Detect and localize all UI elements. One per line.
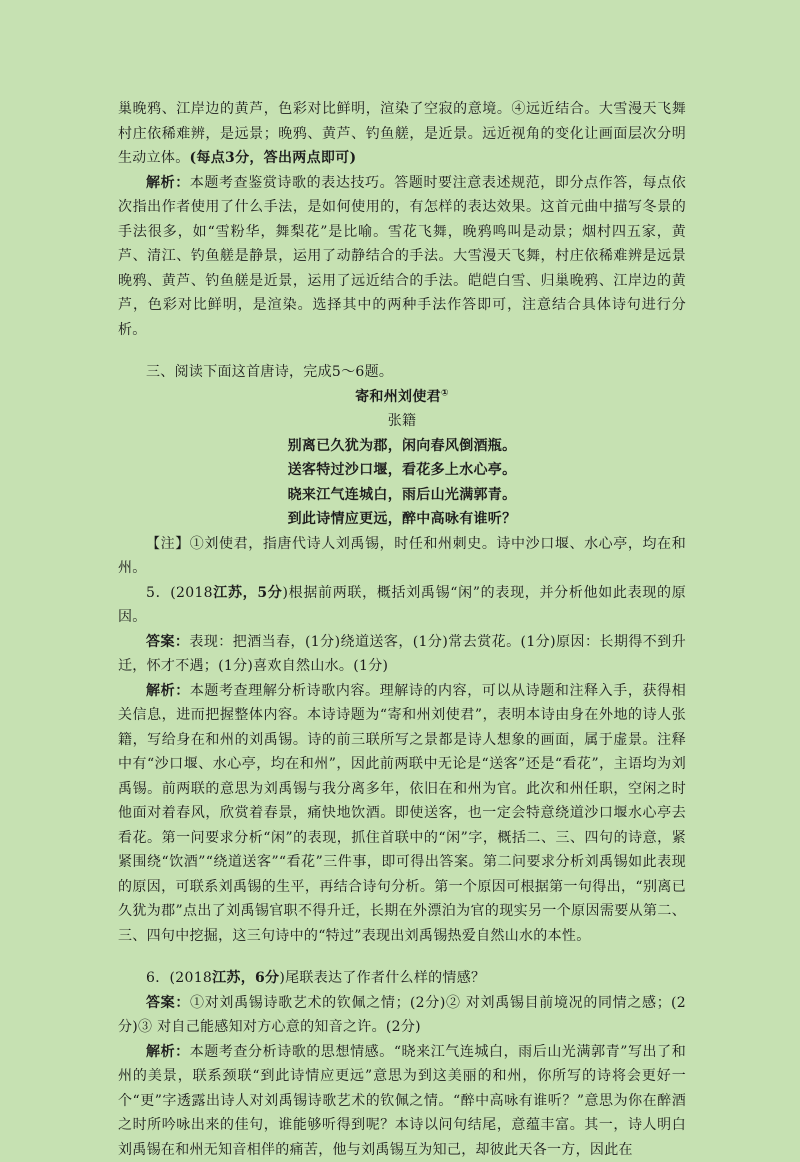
answer-6: 答案：①对刘禹锡诗歌艺术的钦佩之情；(2分)② 对刘禹锡目前境况的同情之感；(2分)③ 对自己能感知对方心意的知音之许。(2分) [118, 991, 686, 1040]
score-note: (每点3分，答出两点即可) [190, 150, 357, 166]
poem-line: 晓来江气连城白，雨后山光满郭青。 [118, 483, 686, 508]
footnote-marker: ① [441, 388, 449, 398]
analysis-label: 解析： [146, 1044, 190, 1060]
spacer [118, 948, 686, 966]
question-6: 6．(2018江苏，6分)尾联表达了作者什么样的情感？ [118, 966, 686, 991]
analysis-label: 解析： [146, 683, 190, 699]
answer-5: 答案：表现：把酒当春，(1分)绕道送客，(1分)常去赏花。(1分)原因：长期得不到升迁，怀才不遇；(1分)喜欢自然山水。(1分) [118, 630, 686, 679]
poem-line: 到此诗情应更远，醉中高咏有谁听？ [118, 507, 686, 532]
answer-label: 答案： [146, 995, 190, 1011]
spacer [118, 342, 686, 360]
poem-note: 【注】①刘使君，指唐代诗人刘禹锡，时任和州刺史。诗中沙口堰、水心亭，均在和州。 [118, 532, 686, 581]
section-heading: 三、阅读下面这首唐诗，完成5～6题。 [118, 360, 686, 385]
analysis-6: 解析：本题考查分析诗歌的思想情感。“晓来江气连城白，雨后山光满郭青”写出了和州的美景，联系颈联“到此诗情应更远”意思为到这美丽的和州，你所写的诗将会更好一个“更”字透露出诗人对刘禹锡诗歌艺术的钦佩之情。“醉中高咏有谁听？”意思为你在醉酒之时所吟咏出来的佳句，谁能够听得到呢？本诗以问句结尾，意蕴丰富。其一，诗人明白刘禹锡在和州无知音相伴的痛苦，他与刘禹锡互为知己，却彼此天各一方，因此在 [118, 1040, 686, 1162]
poem-title: 寄和州刘使君① [118, 385, 686, 410]
answer-label: 答案： [146, 634, 189, 650]
question-5: 5．(2018江苏，5分)根据前两联，概括刘禹锡“闲”的表现，并分析他如此表现的原因。 [118, 581, 686, 630]
poem-author: 张籍 [118, 409, 686, 434]
analysis-5: 解析：本题考查理解分析诗歌内容。理解诗的内容，可以从诗题和注释入手，获得相关信息，进而把握整体内容。本诗诗题为“寄和州刘使君”，表明本诗由身在外地的诗人张籍，写给身在和州的刘禹锡。诗的前三联所写之景都是诗人想象的画面，属于虚景。注释中有“沙口堰、水心亭，均在和州”，因此前两联中无论是“送客”还是“看花”，主语均为刘禹锡。前两联的意思为刘禹锡与我分离多年，依旧在和州为官。此次和州任职，空闲之时他面对着春风，欣赏着春景，痛快地饮酒。即使送客，也一定会特意绕道沙口堰水心亭去看花。第一问要求分析“闲”的表现，抓住首联中的“闲”字，概括二、三、四句的诗意，紧紧围绕“饮酒”“绕道送客”“看花”三件事，即可得出答案。第二问要求分析刘禹锡如此表现的原因，可联系刘禹锡的生平，再结合诗句分析。第一个原因可根据第一句得出，“别离已久犹为郡”点出了刘禹锡官职不得升迁，长期在外漂泊为官的现实另一个原因需要从第二、三、四句中挖掘，这三句诗中的“特过”表现出刘禹锡热爱自然山水的本性。 [118, 679, 686, 949]
paragraph-answer-continuation: 巢晚鸦、江岸边的黄芦，色彩对比鲜明，渲染了空寂的意境。④远近结合。大雪漫天飞舞村庄依稀难辨，是远景；晚鸦、黄芦、钓鱼艖，是近景。远近视角的变化让画面层次分明生动立体。(每点3分，答出两点即可) [118, 97, 686, 171]
poem [118, 385, 686, 532]
poem-line: 别离已久犹为郡，闲向春风倒酒瓶。 [118, 434, 686, 459]
analysis-label: 解析： [146, 175, 190, 191]
paragraph-analysis-1: 解析：本题考查鉴赏诗歌的表达技巧。答题时要注意表述规范，即分点作答，每点依次指出作者使用了什么手法，是如何使用的，有怎样的表达效果。这首元曲中描写冬景的手法很多，如“雪粉华，舞梨花”是比喻。雪花飞舞，晚鸦鸣叫是动景；烟村四五家，黄芦、清江、钓鱼艖是静景，运用了动静结合的手法。大雪漫天飞舞，村庄依稀难辨是远景晚鸦、黄芦、钓鱼艖是近景，运用了远近结合的手法。皑皑白雪、归巢晚鸦、江岸边的黄芦，色彩对比鲜明，是渲染。选择其中的两种手法作答即可，注意结合具体诗句进行分析。 [118, 171, 686, 343]
poem-line: 送客特过沙口堰，看花多上水心亭。 [118, 458, 686, 483]
document-body [118, 97, 686, 1162]
